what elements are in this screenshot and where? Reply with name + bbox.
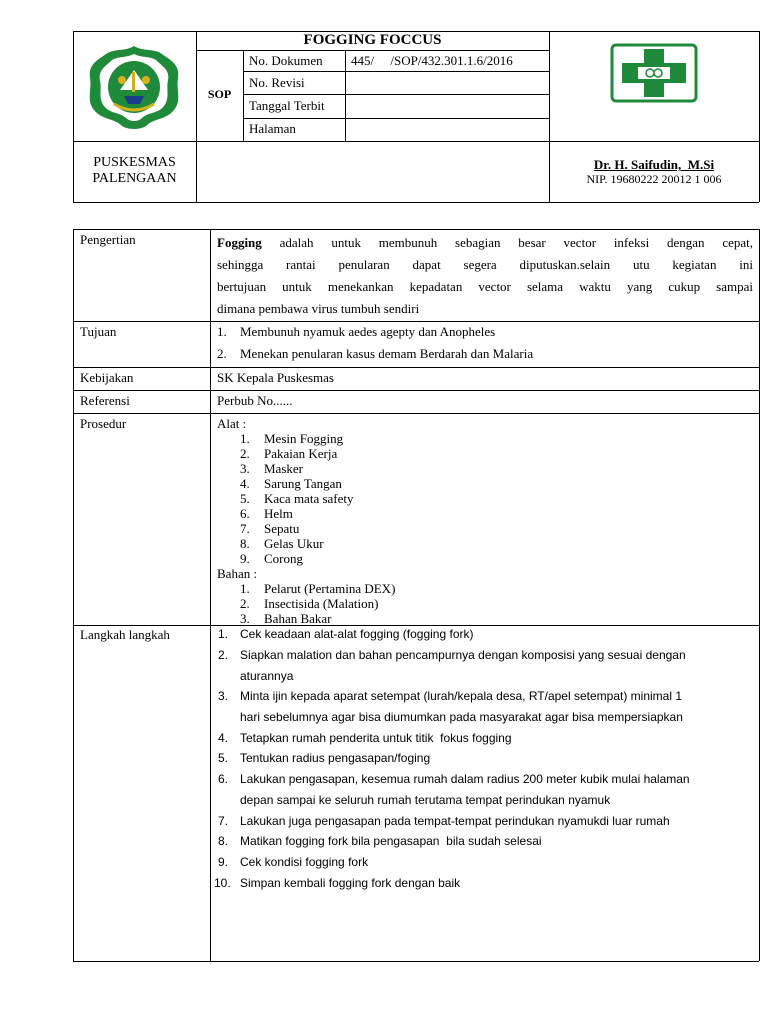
tujuan-num-1: 1. (217, 324, 227, 339)
alat-num-3: 3. (240, 461, 250, 476)
pengertian-line-2: sehingga rantai penularan dapat segera diputuskan.selain utu kegiatan ini (217, 257, 753, 272)
step-num-4: 4. (218, 731, 229, 745)
bahan-item-2: Insectisida (Malation) (264, 596, 379, 611)
alat-num-9: 9. (240, 551, 250, 566)
tujuan-text-1: Membunuh nyamuk aedes agepty dan Anopheles (240, 324, 496, 339)
step-1-line-1: Cek keadaan alat-alat fogging (fogging fork) (240, 627, 474, 641)
step-3-line-2: hari sebelumnya agar bisa diumumkan pada masyarakat agar bisa mempersiapkan (240, 710, 683, 724)
alat-item-6: Helm (264, 506, 293, 521)
step-6-line-2: depan sampai ke seluruh rumah terutama tempat perindukan nyamuk (240, 793, 611, 807)
signer-name: Dr. H. Saifudin, M.Si (593, 157, 715, 172)
alat-item-8: Gelas Ukur (264, 536, 324, 551)
step-3-line-1: Minta ijin kepada aparat setempat (lurah/kepala desa, RT/apel setempat) minimal 1 (240, 689, 683, 703)
step-num-3: 3. (218, 689, 229, 703)
step-5-line-1: Tentukan radius pengasapan/foging (240, 751, 431, 765)
langkah-label: Langkah langkah (80, 627, 170, 642)
referensi-text: Perbub No...... (217, 393, 293, 408)
halaman-label: Halaman (249, 121, 296, 136)
dokumen-label: No. Dokumen (249, 53, 323, 68)
tanggal-terbit-label: Tanggal Terbit (249, 98, 325, 113)
step-9-line-1: Cek kondisi fogging fork (240, 855, 369, 869)
org-name-line1: PUSKESMAS (93, 155, 176, 170)
kebijakan-label: Kebijakan (80, 370, 134, 385)
kebijakan-text: SK Kepala Puskesmas (217, 370, 334, 385)
pengertian-bold-lead: Fogging (217, 235, 262, 250)
prosedur-label: Prosedur (80, 416, 127, 431)
bahan-item-1: Pelarut (Pertamina DEX) (264, 581, 396, 596)
step-6-line-1: Lakukan pengasapan, kesemua rumah dalam radius 200 meter kubik mulai halaman (240, 772, 690, 786)
alat-item-7: Sepatu (264, 521, 300, 536)
tujuan-label: Tujuan (80, 324, 117, 339)
alat-item-9: Corong (264, 551, 303, 566)
alat-num-4: 4. (240, 476, 250, 491)
bahan-num-3: 3. (240, 611, 250, 626)
step-num-5: 5. (218, 751, 229, 765)
regency-logo (84, 42, 184, 132)
step-num-10: 10. (214, 876, 231, 890)
tujuan-text-2: Menekan penularan kasus demam Berdarah dan Malaria (240, 346, 534, 361)
regency-emblem-icon (84, 42, 184, 132)
alat-num-8: 8. (240, 536, 250, 551)
alat-num-1: 1. (240, 431, 250, 446)
step-num-7: 7. (218, 814, 229, 828)
org-name-line2: PALENGAAN (92, 171, 177, 186)
step-num-2: 2. (218, 648, 229, 662)
step-num-8: 8. (218, 834, 229, 848)
alat-heading: Alat : (217, 416, 247, 431)
document-title: FOGGING FOCCUS (303, 32, 442, 48)
alat-item-4: Sarung Tangan (264, 476, 342, 491)
step-num-1: 1. (218, 627, 229, 641)
pengertian-text (217, 232, 753, 320)
bahan-heading: Bahan : (217, 566, 258, 581)
alat-item-2: Pakaian Kerja (264, 446, 338, 461)
pengertian-line-4: dimana pembawa virus tumbuh sendiri (217, 301, 420, 316)
pengertian-label: Pengertian (80, 232, 136, 247)
step-2-line-1: Siapkan malation dan bahan pencampurnya dengan komposisi yang sesuai dengan (240, 648, 686, 662)
step-4-line-1: Tetapkan rumah penderita untuk titik fokus fogging (240, 731, 512, 745)
bahan-num-2: 2. (240, 596, 250, 611)
referensi-label: Referensi (80, 393, 130, 408)
signer-nip: NIP. 19680222 20012 1 006 (586, 172, 722, 186)
step-num-6: 6. (218, 772, 229, 786)
alat-item-5: Kaca mata safety (264, 491, 354, 506)
health-cross-icon (610, 43, 698, 103)
sop-label: SOP (207, 87, 232, 101)
tujuan-num-2: 2. (217, 346, 227, 361)
alat-num-2: 2. (240, 446, 250, 461)
pengertian-line-1: adalah untuk membunuh sebagian besar vector infeksi dengan cepat, (279, 235, 754, 250)
bahan-item-3: Bahan Bakar (264, 611, 332, 626)
alat-num-7: 7. (240, 521, 250, 536)
bahan-num-1: 1. (240, 581, 250, 596)
step-2-line-2: aturannya (240, 669, 294, 683)
alat-item-1: Mesin Fogging (264, 431, 344, 446)
step-8-line-1: Matikan fogging fork bila pengasapan bila sudah selesai (240, 834, 542, 848)
revisi-label: No. Revisi (249, 75, 305, 90)
dokumen-value: 445/ /SOP/432.301.1.6/2016 (351, 53, 513, 68)
alat-num-6: 6. (240, 506, 250, 521)
step-7-line-1: Lakukan juga pengasapan pada tempat-tempat perindukan nyamukdi luar rumah (240, 814, 670, 828)
puskesmas-logo (610, 43, 698, 103)
pengertian-line-3: bertujuan untuk menekankan kepadatan vector selama waktu yang cukup sampai (217, 279, 753, 294)
step-10-line-1: Simpan kembali fogging fork dengan baik (240, 876, 461, 890)
alat-item-3: Masker (264, 461, 303, 476)
step-num-9: 9. (218, 855, 229, 869)
alat-num-5: 5. (240, 491, 250, 506)
